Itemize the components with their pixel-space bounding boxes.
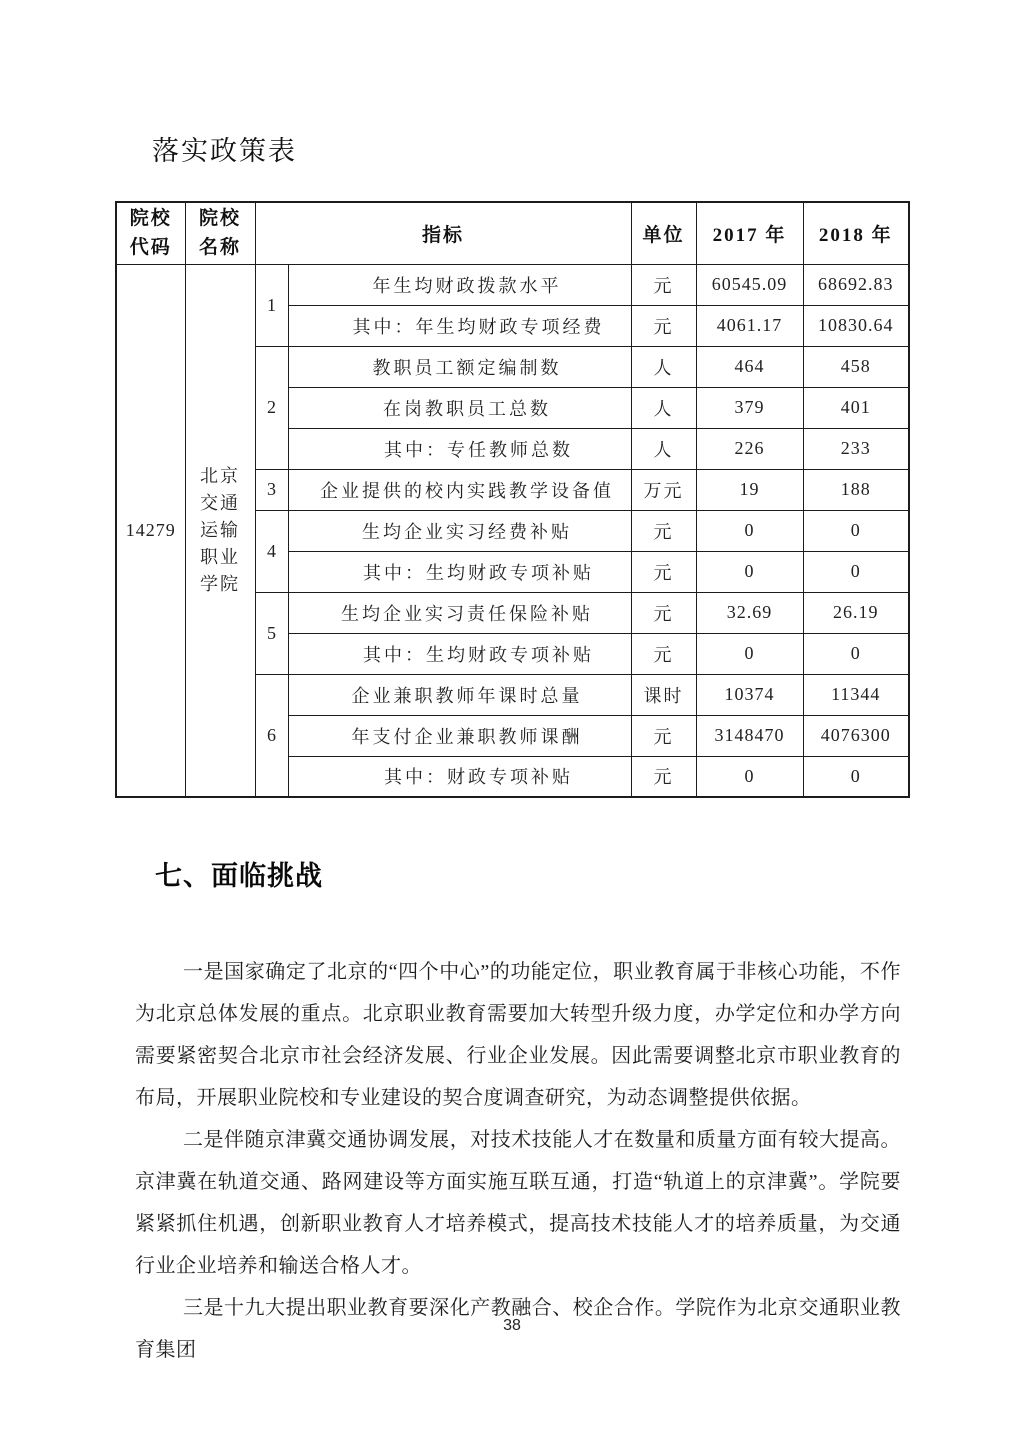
document-title: 落实政策表 [152, 136, 297, 166]
cell-value-2017: 464 [696, 346, 803, 387]
cell-value-2018: 0 [803, 633, 909, 674]
section-body [135, 951, 901, 1371]
cell-unit: 元 [631, 756, 696, 797]
cell-unit: 万元 [631, 469, 696, 510]
cell-indicator: 其中：财政专项补贴 [288, 756, 631, 797]
cell-unit: 人 [631, 346, 696, 387]
college-name-text: 北京交通运输职业学院 [200, 465, 240, 594]
cell-group-number: 3 [255, 469, 288, 510]
cell-value-2017: 0 [696, 551, 803, 592]
cell-value-2018: 0 [803, 551, 909, 592]
cell-indicator: 教职员工额定编制数 [288, 346, 631, 387]
page-number: 38 [503, 1317, 521, 1334]
header-row [116, 202, 909, 264]
cell-indicator: 其中：生均财政专项补贴 [288, 633, 631, 674]
cell-indicator: 企业提供的校内实践教学设备值 [288, 469, 631, 510]
cell-unit: 人 [631, 387, 696, 428]
cell-indicator: 年生均财政拨款水平 [288, 264, 631, 305]
col-header-college-code-label: 院校代码 [129, 208, 172, 259]
cell-value-2017: 0 [696, 510, 803, 551]
cell-unit: 元 [631, 510, 696, 551]
cell-value-2017: 4061.17 [696, 305, 803, 346]
policy-table-body [116, 264, 909, 797]
cell-value-2017: 0 [696, 633, 803, 674]
cell-value-2017: 379 [696, 387, 803, 428]
policy-table-header [116, 202, 909, 264]
cell-value-2018: 11344 [803, 674, 909, 715]
cell-unit: 元 [631, 264, 696, 305]
paragraph-2: 二是伴随京津冀交通协调发展，对技术技能人才在数量和质量方面有较大提高。京津冀在轨道交通、路网建设等方面实施互联互通，打造“轨道上的京津冀”。学院要紧紧抓住机遇，创新职业教育人才培养模式，提高技术技能人才的培养质量，为交通行业企业培养和输送合格人才。 [135, 1129, 901, 1277]
cell-indicator: 生均企业实习责任保险补贴 [288, 592, 631, 633]
policy-table [115, 201, 910, 798]
cell-value-2018: 10830.64 [803, 305, 909, 346]
cell-unit: 元 [631, 633, 696, 674]
table-row [116, 264, 909, 305]
cell-value-2017: 60545.09 [696, 264, 803, 305]
cell-value-2018: 0 [803, 510, 909, 551]
col-header-2018: 2018 年 [803, 202, 909, 264]
paragraph-1: 一是国家确定了北京的“四个中心”的功能定位，职业教育属于非核心功能，不作为北京总体发展的重点。北京职业教育需要加大转型升级力度，办学定位和办学方向需要紧密契合北京市社会经济发展、行业企业发展。因此需要调整北京市职业教育的布局，开展职业院校和专业建设的契合度调查研究，为动态调整提供依据。 [135, 961, 901, 1109]
cell-unit: 元 [631, 551, 696, 592]
col-header-college-name [185, 202, 255, 264]
col-header-indicator: 指标 [255, 202, 631, 264]
cell-value-2017: 19 [696, 469, 803, 510]
section-heading: 七、面临挑战 [155, 861, 323, 891]
cell-indicator: 在岗教职员工总数 [288, 387, 631, 428]
cell-value-2018: 4076300 [803, 715, 909, 756]
cell-value-2018: 0 [803, 756, 909, 797]
col-header-college-code [116, 202, 185, 264]
cell-group-number: 6 [255, 674, 288, 797]
cell-unit: 元 [631, 715, 696, 756]
paragraph-3: 三是十九大提出职业教育要深化产教融合、校企合作。学院作为北京交通职业教育集团 [135, 1297, 901, 1361]
cell-value-2017: 3148470 [696, 715, 803, 756]
cell-value-2018: 401 [803, 387, 909, 428]
cell-indicator: 其中：专任教师总数 [288, 428, 631, 469]
cell-value-2018: 26.19 [803, 592, 909, 633]
cell-value-2018: 188 [803, 469, 909, 510]
cell-unit: 课时 [631, 674, 696, 715]
cell-unit: 人 [631, 428, 696, 469]
cell-value-2017: 10374 [696, 674, 803, 715]
cell-college-name [185, 264, 255, 797]
cell-group-number: 2 [255, 346, 288, 469]
cell-group-number: 1 [255, 264, 288, 346]
cell-indicator: 其中：生均财政专项补贴 [288, 551, 631, 592]
cell-indicator: 其中：年生均财政专项经费 [288, 305, 631, 346]
col-header-unit: 单位 [631, 202, 696, 264]
cell-unit: 元 [631, 592, 696, 633]
cell-group-number: 5 [255, 592, 288, 674]
cell-value-2018: 233 [803, 428, 909, 469]
cell-value-2017: 0 [696, 756, 803, 797]
cell-indicator: 企业兼职教师年课时总量 [288, 674, 631, 715]
col-header-2017: 2017 年 [696, 202, 803, 264]
cell-college-code: 14279 [116, 264, 185, 797]
cell-indicator: 年支付企业兼职教师课酬 [288, 715, 631, 756]
cell-value-2017: 226 [696, 428, 803, 469]
cell-group-number: 4 [255, 510, 288, 592]
cell-unit: 元 [631, 305, 696, 346]
cell-indicator: 生均企业实习经费补贴 [288, 510, 631, 551]
cell-value-2017: 32.69 [696, 592, 803, 633]
col-header-college-name-label: 院校名称 [198, 208, 241, 259]
cell-value-2018: 68692.83 [803, 264, 909, 305]
cell-value-2018: 458 [803, 346, 909, 387]
